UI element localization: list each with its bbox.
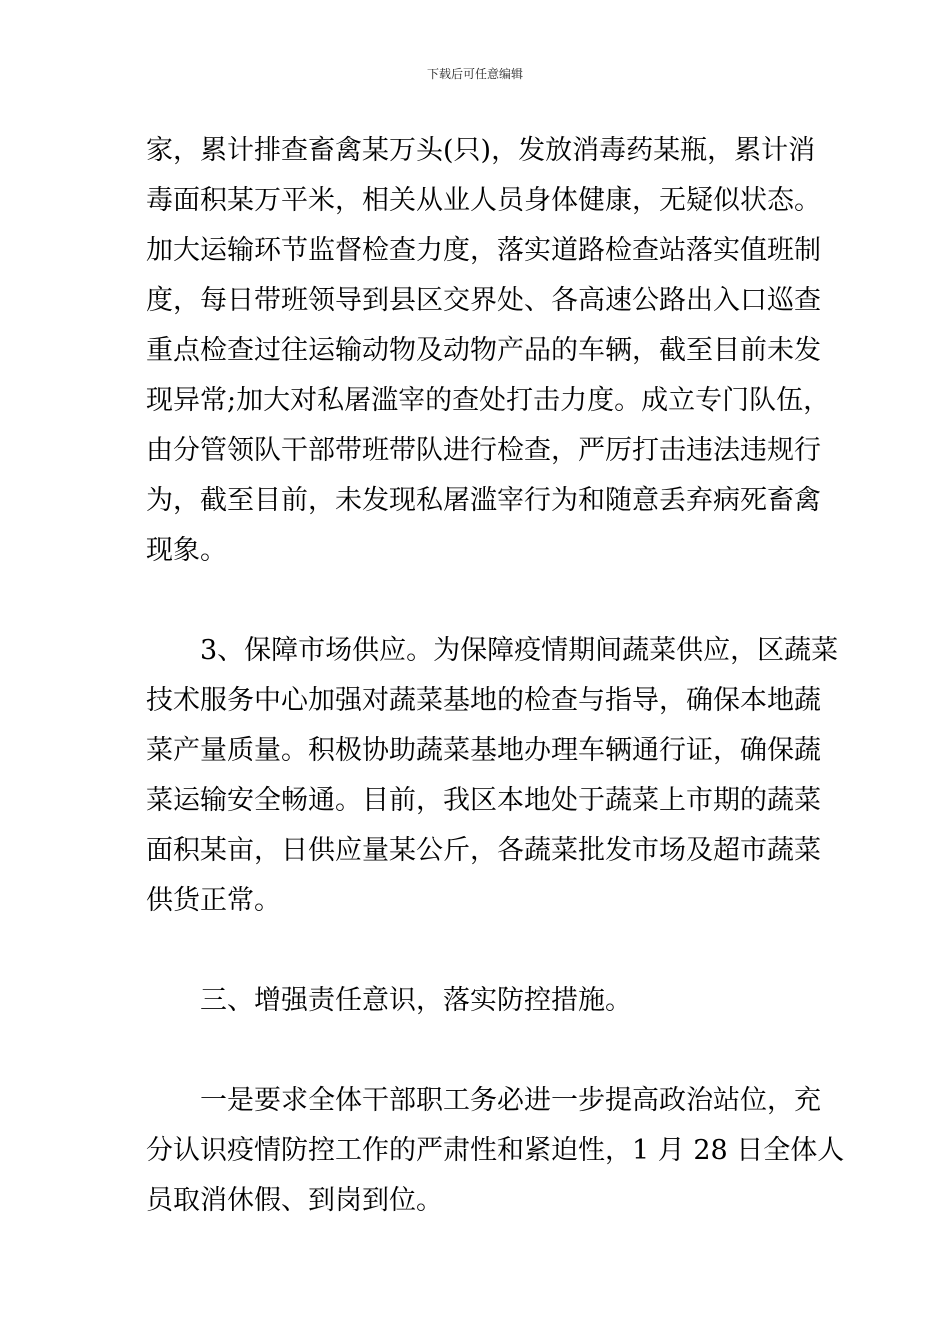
text-line: 重点检查过往运输动物及动物产品的车辆，截至目前未发 <box>146 335 821 366</box>
paragraph-spacer <box>146 1026 806 1076</box>
text-line: 面积某亩，日供应量某公斤，各蔬菜批发市场及超市蔬菜 <box>146 835 821 866</box>
text-line: 度，每日带班领导到县区交界处、各高速公路出入口巡查 <box>146 285 821 316</box>
page-header: 下载后可任意编辑 <box>426 67 523 81</box>
text-line: 3、保障市场供应。为保障疫情期间蔬菜供应，区蔬菜 <box>146 635 839 666</box>
text-line: 一是要求全体干部职工务必进一步提高政治站位，充 <box>146 1085 821 1116</box>
text-line: 分认识疫情防控工作的严肃性和紧迫性，1 月 28 日全体人 <box>146 1135 845 1166</box>
document-body <box>146 126 845 1226</box>
paragraph-livestock-inspection <box>146 126 831 576</box>
text-line: 技术服务中心加强对蔬菜基地的检查与指导，确保本地蔬 <box>146 685 821 716</box>
text-line: 菜产量质量。积极协助蔬菜基地办理车辆通行证，确保蔬 <box>146 735 821 766</box>
paragraph-market-supply <box>146 626 839 926</box>
text-line: 现象。 <box>146 535 227 566</box>
paragraph-spacer <box>146 926 806 976</box>
section-heading <box>146 976 806 1026</box>
text-line: 家，累计排查畜禽某万头(只)，发放消毒药某瓶，累计消 <box>146 135 816 166</box>
text-line: 由分管领队干部带班带队进行检查，严厉打击违法违规行 <box>146 435 821 466</box>
text-line: 为，截至目前，未发现私屠滥宰行为和随意丢弃病死畜禽 <box>146 485 821 516</box>
paragraph-spacer <box>146 576 806 626</box>
text-line: 供货正常。 <box>146 885 281 916</box>
paragraph-staff-requirements <box>146 1076 845 1226</box>
text-line: 员取消休假、到岗到位。 <box>146 1185 443 1216</box>
text-line: 加大运输环节监督检查力度，落实道路检查站落实值班制 <box>146 235 821 266</box>
text-line: 菜运输安全畅通。目前，我区本地处于蔬菜上市期的蔬菜 <box>146 785 821 816</box>
section-heading-text: 三、增强责任意识，落实防控措施。 <box>146 985 632 1016</box>
text-line: 现异常;加大对私屠滥宰的查处打击力度。成立专门队伍， <box>146 385 831 416</box>
text-line: 毒面积某万平米，相关从业人员身体健康，无疑似状态。 <box>146 185 821 216</box>
